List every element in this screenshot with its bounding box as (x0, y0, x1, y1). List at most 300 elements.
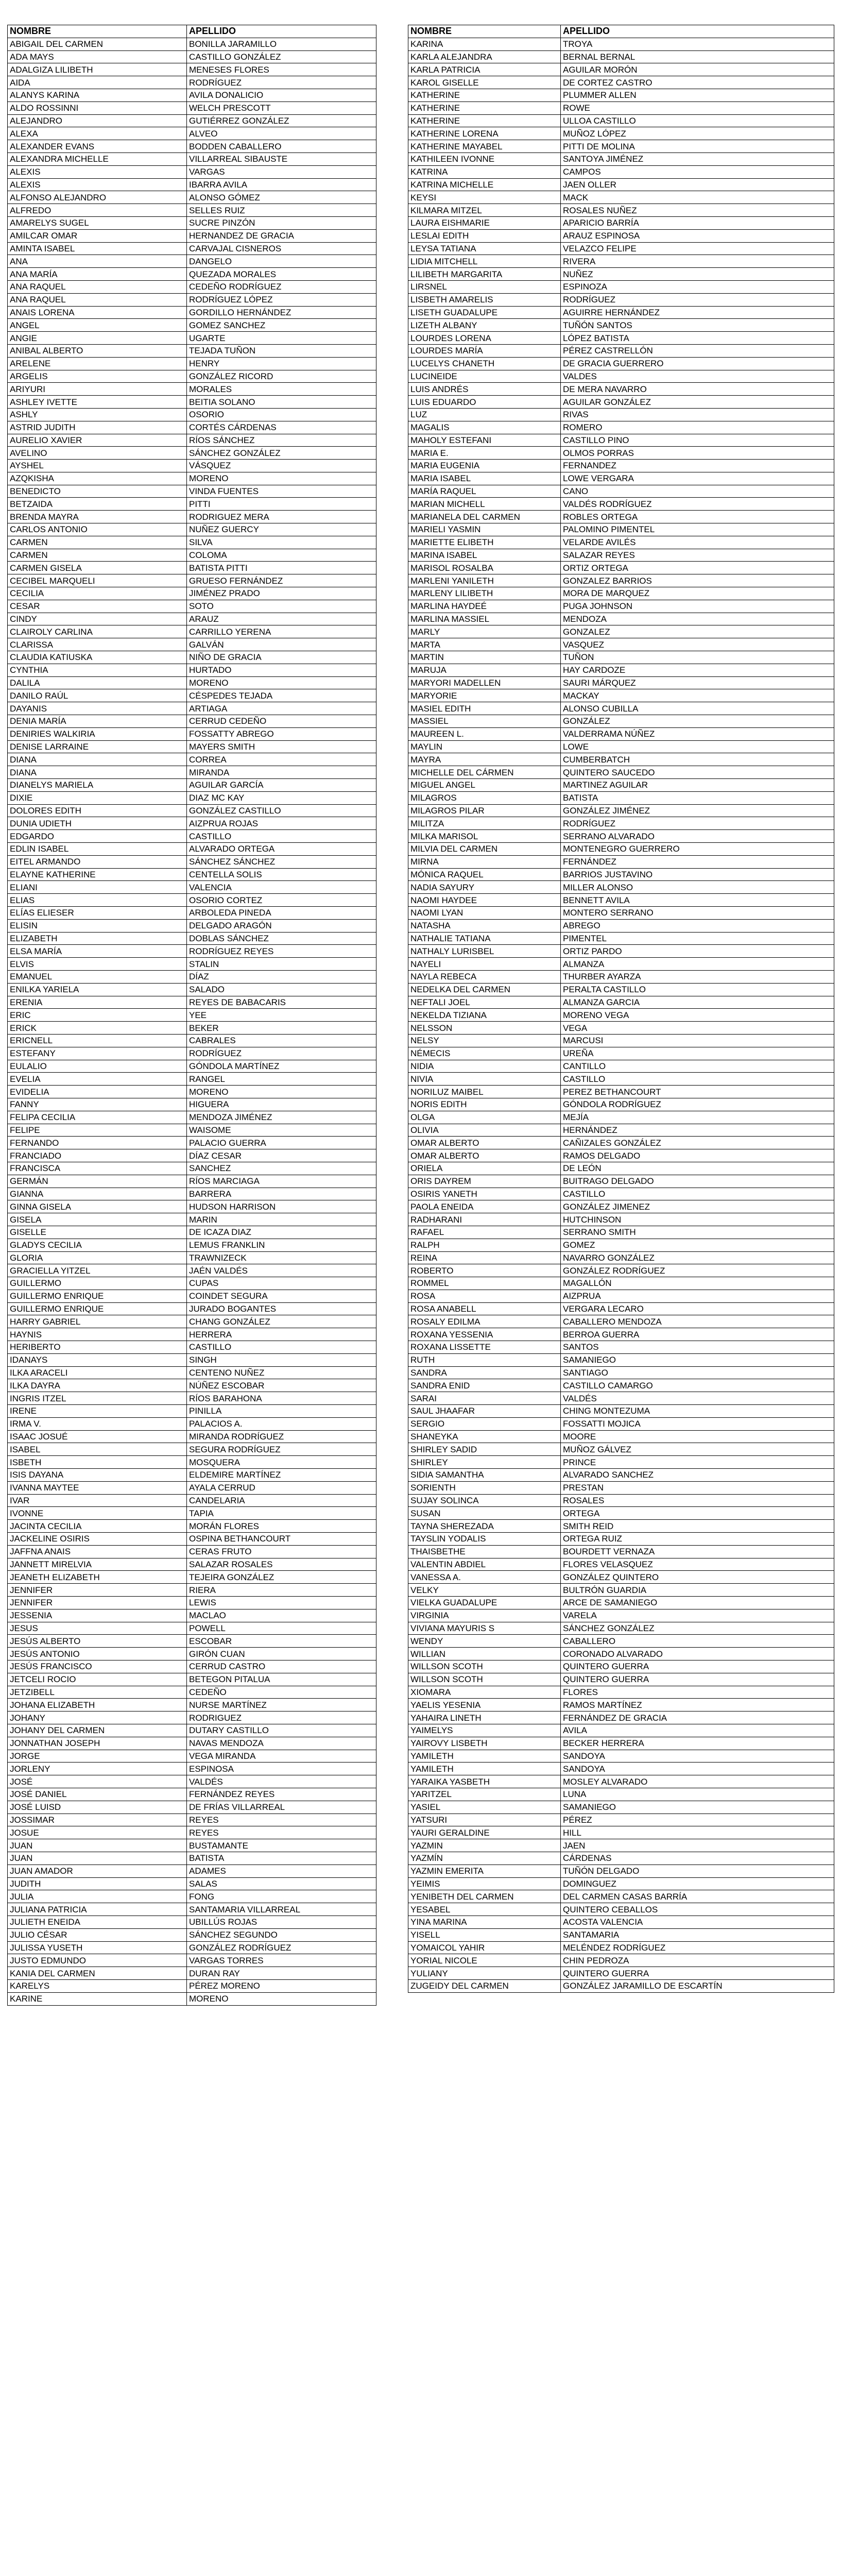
nombre-cell: VIELKA GUADALUPE (408, 1597, 561, 1609)
nombre-cell: CECIBEL MARQUELI (8, 574, 187, 587)
nombre-cell: JUAN AMADOR (8, 1865, 187, 1877)
table-row (408, 1315, 834, 1328)
apellido-cell: ALMANZA GARCIA (561, 996, 834, 1009)
nombre-header: NOMBRE (408, 25, 561, 38)
nombre-cell: CINDY (8, 613, 187, 625)
apellido-cell: VERGARA LECARO (561, 1302, 834, 1315)
nombre-cell: ORIS DAYREM (408, 1175, 561, 1188)
table-row (408, 983, 834, 996)
table-row (8, 855, 376, 868)
nombre-cell: MÓNICA RAQUEL (408, 868, 561, 881)
nombre-cell: AMARELYS SUGEL (8, 216, 187, 229)
table-row (8, 178, 376, 191)
nombre-cell: JESUS (8, 1622, 187, 1635)
apellido-cell: REYES (187, 1826, 376, 1839)
table-row (408, 1673, 834, 1686)
table-row (408, 804, 834, 817)
table-row (8, 1571, 376, 1584)
table-row (8, 1328, 376, 1341)
apellido-cell: MENDOZA (561, 613, 834, 625)
apellido-cell: CORTÉS CÁRDENAS (187, 421, 376, 434)
apellido-cell: BOURDETT VERNAZA (561, 1545, 834, 1558)
apellido-cell: ARBOLEDA PINEDA (187, 906, 376, 919)
nombre-cell: MARIELI YASMIN (408, 523, 561, 536)
nombre-cell: LIZETH ALBANY (408, 319, 561, 332)
apellido-cell: MUÑOZ GÁLVEZ (561, 1443, 834, 1456)
nombre-cell: YAZMÍN (408, 1852, 561, 1865)
nombre-cell: MILAGROS (408, 791, 561, 804)
table-row (8, 1290, 376, 1302)
apellido-cell: QUINTERO CEBALLOS (561, 1903, 834, 1916)
apellido-cell: VELARDE AVILÉS (561, 536, 834, 549)
nombre-cell: SUSAN (408, 1507, 561, 1520)
apellido-cell: QUINTERO GUERRA (561, 1967, 834, 1980)
apellido-cell: CAMPOS (561, 165, 834, 178)
apellido-cell: ULLOA CASTILLO (561, 114, 834, 127)
nombre-cell: INGRIS ITZEL (8, 1392, 187, 1405)
apellido-cell: CABALLERO (561, 1635, 834, 1648)
nombre-cell: ARGELIS (8, 370, 187, 383)
nombre-cell: JENNIFER (8, 1597, 187, 1609)
nombre-cell: SERGIO (408, 1417, 561, 1430)
table-row (8, 1175, 376, 1188)
apellido-cell: BODDEN CABALLERO (187, 140, 376, 153)
table-row (408, 1456, 834, 1469)
apellido-cell: VARGAS TORRES (187, 1954, 376, 1967)
nombre-cell: YARAIKA YASBETH (408, 1775, 561, 1788)
apellido-cell: RODRIGUEZ MERA (187, 511, 376, 523)
apellido-cell: CASTILLO (187, 1341, 376, 1354)
apellido-cell: GORDILLO HERNÁNDEZ (187, 306, 376, 319)
nombre-cell: YAZMIN (408, 1839, 561, 1852)
apellido-cell: JIMÉNEZ PRADO (187, 587, 376, 600)
nombre-cell: ASHLEY IVETTE (8, 396, 187, 409)
apellido-cell: TRAWNIZECK (187, 1251, 376, 1264)
apellido-cell: MORENO VEGA (561, 1009, 834, 1022)
nombre-cell: VANESSA A. (408, 1571, 561, 1584)
apellido-cell: VALDÉS (187, 1775, 376, 1788)
apellido-cell: SINGH (187, 1353, 376, 1366)
nombre-cell: ABIGAIL DEL CARMEN (8, 38, 187, 50)
table-row (8, 1264, 376, 1277)
apellido-cell: ROSALES (561, 1494, 834, 1507)
nombre-cell: ERIC (8, 1009, 187, 1022)
table-row (408, 357, 834, 370)
table-row (408, 906, 834, 919)
apellido-cell: ORTIZ PARDO (561, 945, 834, 958)
table-row (408, 523, 834, 536)
table-row (8, 804, 376, 817)
nombre-cell: NELSSON (408, 1022, 561, 1035)
apellido-cell: RANGEL (187, 1073, 376, 1086)
table-row (408, 1175, 834, 1188)
nombre-cell: GISELA (8, 1213, 187, 1226)
table-row (408, 1916, 834, 1928)
apellido-cell: SUCRE PINZÓN (187, 216, 376, 229)
table-row (8, 906, 376, 919)
table-row (408, 89, 834, 101)
apellido-cell: REYES (187, 1814, 376, 1826)
apellido-cell: PITTI DE MOLINA (561, 140, 834, 153)
table-row (8, 1954, 376, 1967)
nombre-cell: ARELENE (8, 357, 187, 370)
apellido-cell: SÁNCHEZ GONZÁLEZ (187, 447, 376, 460)
table-row (408, 651, 834, 664)
apellido-cell: ORTIZ ORTEGA (561, 562, 834, 574)
nombre-cell: EVELIA (8, 1073, 187, 1086)
nombre-cell: ROMMEL (408, 1277, 561, 1290)
apellido-cell: CAÑIZALES GONZÁLEZ (561, 1137, 834, 1149)
apellido-cell: DANGELO (187, 255, 376, 268)
apellido-cell: OSPINA BETHANCOURT (187, 1533, 376, 1546)
apellido-cell: CASTILLO (187, 830, 376, 843)
table-row (8, 676, 376, 689)
apellido-cell: AGUILAR MORÓN (561, 63, 834, 76)
apellido-cell: DUTARY CASTILLO (187, 1724, 376, 1737)
apellido-cell: ROSALES NUÑEZ (561, 204, 834, 217)
nombre-cell: ELIANI (8, 881, 187, 894)
nombre-cell: ROBERTO (408, 1264, 561, 1277)
table-row (8, 1941, 376, 1954)
nombre-cell: RADHARANI (408, 1213, 561, 1226)
nombre-cell: IVAR (8, 1494, 187, 1507)
apellido-cell: RODRÍGUEZ (187, 76, 376, 89)
apellido-cell: SANTAMARIA (561, 1928, 834, 1941)
nombre-cell: EDGARDO (8, 830, 187, 843)
table-row (8, 1022, 376, 1035)
table-row (408, 191, 834, 204)
apellido-cell: GOMEZ SANCHEZ (187, 319, 376, 332)
nombre-cell: CESAR (8, 600, 187, 613)
apellido-cell: RIVERA (561, 255, 834, 268)
table-row (8, 1558, 376, 1571)
apellido-cell: ROBLES ORTEGA (561, 511, 834, 523)
apellido-cell: BATISTA (187, 1852, 376, 1865)
apellido-cell: CÁRDENAS (561, 1852, 834, 1865)
apellido-cell: ESPINOSA (187, 1762, 376, 1775)
apellido-cell: VALDES (561, 370, 834, 383)
apellido-cell: AGUILAR GARCÍA (187, 779, 376, 792)
nombre-cell: CYNTHIA (8, 664, 187, 676)
table-row (408, 1597, 834, 1609)
table-row (8, 127, 376, 140)
apellido-cell: GONZÁLEZ JIMÉNEZ (561, 804, 834, 817)
table-row (408, 1494, 834, 1507)
table-row (408, 1111, 834, 1124)
nombre-cell: YENIBETH DEL CARMEN (408, 1890, 561, 1903)
table-row (408, 791, 834, 804)
apellido-cell: NURSE MARTÍNEZ (187, 1699, 376, 1711)
apellido-cell: JAEN OLLER (561, 178, 834, 191)
table-row (8, 1379, 376, 1392)
apellido-cell: FOSSATTY ABREGO (187, 727, 376, 740)
apellido-cell: LEWIS (187, 1597, 376, 1609)
apellido-cell: SANCHEZ (187, 1162, 376, 1175)
apellido-cell: QUINTERO SAUCEDO (561, 766, 834, 779)
apellido-cell: PIMENTEL (561, 932, 834, 945)
nombre-cell: DUNIA UDIETH (8, 817, 187, 830)
table-row (408, 817, 834, 830)
apellido-cell: MORALES (187, 383, 376, 396)
table-row (8, 63, 376, 76)
apellido-cell: FERNÁNDEZ (561, 855, 834, 868)
table-row (408, 625, 834, 638)
apellido-cell: CASTILLO GONZÁLEZ (187, 50, 376, 63)
table-row (8, 1494, 376, 1507)
apellido-cell: CARVAJAL CISNEROS (187, 242, 376, 255)
table-row (408, 587, 834, 600)
nombre-cell: DIANA (8, 766, 187, 779)
nombre-cell: OMAR ALBERTO (408, 1149, 561, 1162)
table-row (8, 651, 376, 664)
apellido-cell: GUTIÉRREZ GONZÁLEZ (187, 114, 376, 127)
apellido-cell: FOSSATTI MOJICA (561, 1417, 834, 1430)
nombre-cell: FRANCISCA (8, 1162, 187, 1175)
apellido-cell: MACKAY (561, 689, 834, 702)
apellido-cell: BETEGON PITALUA (187, 1673, 376, 1686)
nombre-cell: ELIAS (8, 894, 187, 907)
table-row (8, 1353, 376, 1366)
apellido-cell: CUMBERBATCH (561, 753, 834, 766)
apellido-cell: QUEZADA MORALES (187, 268, 376, 281)
table-row (8, 766, 376, 779)
apellido-cell: VALDÉS RODRÍGUEZ (561, 498, 834, 511)
table-row (408, 1750, 834, 1762)
apellido-cell: MENDOZA JIMÉNEZ (187, 1111, 376, 1124)
nombre-cell: MARYORIE (408, 689, 561, 702)
table-row (8, 830, 376, 843)
apellido-cell: COINDET SEGURA (187, 1290, 376, 1302)
apellido-cell: RIVAS (561, 408, 834, 421)
table-row (408, 38, 834, 50)
nombre-cell: MARIAN MICHELL (408, 498, 561, 511)
apellido-cell: BUSTAMANTE (187, 1839, 376, 1852)
apellido-cell: MIRANDA RODRÍGUEZ (187, 1430, 376, 1443)
nombre-cell: ESTEFANY (8, 1047, 187, 1060)
table-row (8, 1443, 376, 1456)
table-row (8, 38, 376, 50)
nombre-cell: DENISE LARRAINE (8, 740, 187, 753)
apellido-cell: SELLES RUIZ (187, 204, 376, 217)
nombre-cell: MARIANELA DEL CARMEN (408, 511, 561, 523)
nombre-cell: JULIA (8, 1890, 187, 1903)
apellido-cell: CERRUD CASTRO (187, 1660, 376, 1673)
table-row (408, 1009, 834, 1022)
nombre-cell: TAYSLIN YODALIS (408, 1533, 561, 1546)
apellido-cell: GONZÁLEZ RODRÍGUEZ (561, 1264, 834, 1277)
table-row (408, 1520, 834, 1533)
nombre-cell: ELAYNE KATHERINE (8, 868, 187, 881)
nombre-cell: YAIROVY LISBETH (408, 1737, 561, 1750)
apellido-cell: WAISOME (187, 1124, 376, 1137)
table-row (408, 1775, 834, 1788)
table-row (408, 472, 834, 485)
table-row (408, 268, 834, 281)
right-table-body (408, 38, 834, 1992)
table-row (408, 1660, 834, 1673)
nombre-cell: OSIRIS YANETH (408, 1188, 561, 1200)
apellido-cell: CERAS FRUTO (187, 1545, 376, 1558)
table-row (8, 306, 376, 319)
nombre-cell: MIRNA (408, 855, 561, 868)
apellido-cell: PÉREZ (561, 1814, 834, 1826)
table-row (8, 1366, 376, 1379)
table-row (8, 1481, 376, 1494)
apellido-cell: GÓNDOLA RODRÍGUEZ (561, 1098, 834, 1111)
table-row (8, 370, 376, 383)
apellido-cell: LOWE VERGARA (561, 472, 834, 485)
apellido-cell: ACOSTA VALENCIA (561, 1916, 834, 1928)
nombre-cell: KATHILEEN IVONNE (408, 152, 561, 165)
nombre-cell: LIDIA MITCHELL (408, 255, 561, 268)
table-row (408, 1481, 834, 1494)
nombre-cell: CLARISSA (8, 638, 187, 651)
nombre-cell: EMANUEL (8, 970, 187, 983)
apellido-cell: DOMINGUEZ (561, 1877, 834, 1890)
table-row (8, 1315, 376, 1328)
nombre-cell: MICHELLE DEL CÁRMEN (408, 766, 561, 779)
nombre-cell: NIVIA (408, 1073, 561, 1086)
nombre-cell: ROXANA LISSETTE (408, 1341, 561, 1354)
nombre-cell: KARELYS (8, 1979, 187, 1992)
apellido-cell: VALDÉS (561, 1392, 834, 1405)
table-row (408, 511, 834, 523)
apellido-cell: CUPAS (187, 1277, 376, 1290)
apellido-cell: RÍOS SÁNCHEZ (187, 434, 376, 447)
table-row (408, 766, 834, 779)
apellido-cell: SILVA (187, 536, 376, 549)
apellido-cell: HERNÁNDEZ (561, 1124, 834, 1137)
apellido-cell: ARAUZ (187, 613, 376, 625)
apellido-cell: SAMANIEGO (561, 1801, 834, 1814)
nombre-cell: KATHERINE (408, 89, 561, 101)
table-row (408, 919, 834, 932)
table-row (8, 945, 376, 958)
table-row (8, 1814, 376, 1826)
apellido-cell: UBILLÚS ROJAS (187, 1916, 376, 1928)
nombre-cell: KEYSI (408, 191, 561, 204)
nombre-cell: AMINTA ISABEL (8, 242, 187, 255)
nombre-cell: ROXANA YESSENIA (408, 1328, 561, 1341)
table-row (8, 76, 376, 89)
nombre-cell: OLGA (408, 1111, 561, 1124)
apellido-cell: HAY CARDOZE (561, 664, 834, 676)
nombre-cell: HARRY GABRIEL (8, 1315, 187, 1328)
apellido-cell: PALOMINO PIMENTEL (561, 523, 834, 536)
apellido-cell: VALDERRAMA NÚÑEZ (561, 727, 834, 740)
nombre-cell: ANA MARÍA (8, 268, 187, 281)
apellido-cell: PITTI (187, 498, 376, 511)
apellido-cell: ELDEMIRE MARTÍNEZ (187, 1469, 376, 1482)
table-row (8, 1711, 376, 1724)
apellido-cell: FERNANDEZ (561, 460, 834, 472)
apellido-cell: GOMEZ (561, 1239, 834, 1251)
apellido-cell: HUDSON HARRISON (187, 1200, 376, 1213)
apellido-cell: SALAS (187, 1877, 376, 1890)
apellido-cell: ALVEO (187, 127, 376, 140)
nombre-cell: YAMILETH (408, 1750, 561, 1762)
nombre-cell: LOURDES MARÍA (408, 344, 561, 357)
nombre-cell: KARLA PATRICIA (408, 63, 561, 76)
apellido-cell: MENESES FLORES (187, 63, 376, 76)
apellido-cell: BENNETT AVILA (561, 894, 834, 907)
table-row (408, 216, 834, 229)
table-row (408, 1839, 834, 1852)
apellido-cell: MACK (561, 191, 834, 204)
apellido-cell: APARICIO BARRÍA (561, 216, 834, 229)
nombre-cell: GUILLERMO (8, 1277, 187, 1290)
table-row (408, 447, 834, 460)
nombre-cell: HERIBERTO (8, 1341, 187, 1354)
table-row (408, 1022, 834, 1035)
apellido-cell: THURBER AYARZA (561, 970, 834, 983)
nombre-cell: YAZMIN EMERITA (408, 1865, 561, 1877)
apellido-cell: STALIN (187, 958, 376, 971)
table-row (408, 996, 834, 1009)
nombre-cell: ALEXIS (8, 178, 187, 191)
table-row (8, 332, 376, 345)
table-row (8, 1673, 376, 1686)
table-row (8, 1992, 376, 2005)
apellido-cell: BUITRAGO DELGADO (561, 1175, 834, 1188)
table-row (408, 868, 834, 881)
apellido-cell: RODRÍGUEZ (187, 1047, 376, 1060)
nombre-cell: JORLENY (8, 1762, 187, 1775)
nombre-cell: SORIENTH (408, 1481, 561, 1494)
apellido-cell: CASTILLO PINO (561, 434, 834, 447)
apellido-cell: SALADO (187, 983, 376, 996)
apellido-cell: MUÑOZ LÓPEZ (561, 127, 834, 140)
table-row (8, 613, 376, 625)
apellido-cell: TROYA (561, 38, 834, 50)
apellido-cell: MARTINEZ AGUILAR (561, 779, 834, 792)
table-row (8, 383, 376, 396)
apellido-cell: DE GRACIA GUERRERO (561, 357, 834, 370)
table-row (408, 1086, 834, 1098)
nombre-cell: MARÍA RAQUEL (408, 485, 561, 498)
left-table-body (8, 38, 376, 2005)
nombre-cell: MARIA E. (408, 447, 561, 460)
table-row (8, 1073, 376, 1086)
apellido-cell: SANTOYA JIMÉNEZ (561, 152, 834, 165)
nombre-cell: NATHALIE TATIANA (408, 932, 561, 945)
nombre-cell: JUAN (8, 1852, 187, 1865)
nombre-cell: JORGE (8, 1750, 187, 1762)
table-row (408, 165, 834, 178)
apellido-cell: MELÉNDEZ RODRÍGUEZ (561, 1941, 834, 1954)
table-row (8, 536, 376, 549)
nombre-cell: LOURDES LORENA (408, 332, 561, 345)
nombre-cell: MILKA MARISOL (408, 830, 561, 843)
nombre-cell: JOSÉ (8, 1775, 187, 1788)
apellido-cell: TEJEIRA GONZÁLEZ (187, 1571, 376, 1584)
table-row (8, 1635, 376, 1648)
nombre-cell: ORIELA (408, 1162, 561, 1175)
table-row (8, 664, 376, 676)
nombre-cell: MIGUEL ANGEL (408, 779, 561, 792)
table-row (8, 1124, 376, 1137)
apellido-cell: RAMOS DELGADO (561, 1149, 834, 1162)
nombre-cell: DOLORES EDITH (8, 804, 187, 817)
nombre-cell: ILKA ARACELI (8, 1366, 187, 1379)
nombre-cell: NELSY (408, 1034, 561, 1047)
nombre-cell: KATRINA (408, 165, 561, 178)
apellido-cell: SMITH REID (561, 1520, 834, 1533)
table-row (408, 1737, 834, 1750)
apellido-cell: GONZALEZ BARRIOS (561, 574, 834, 587)
nombre-cell: ADALGIZA LILIBETH (8, 63, 187, 76)
table-row (8, 242, 376, 255)
